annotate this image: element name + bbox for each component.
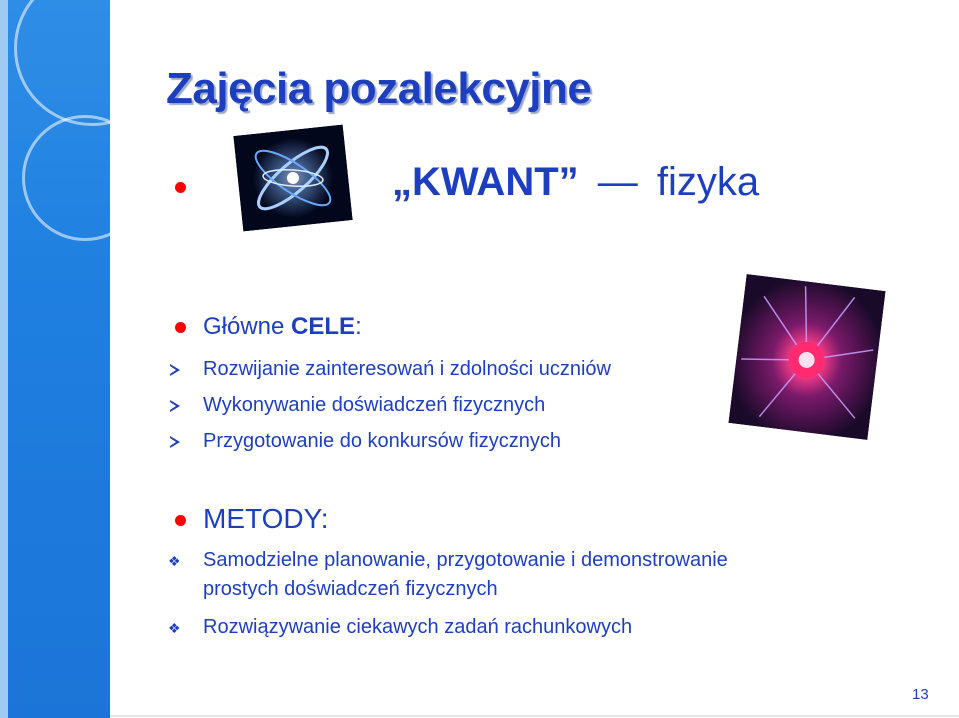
sidebar-ring bbox=[14, 0, 110, 126]
arrow-bullet-icon bbox=[170, 436, 180, 448]
goal-item: Przygotowanie do konkursów fizycznych bbox=[203, 430, 561, 452]
goals-heading-suffix: : bbox=[355, 313, 362, 340]
bullet-dot bbox=[175, 515, 186, 526]
bullet-dot bbox=[175, 322, 186, 333]
arrow-bullet-icon bbox=[170, 364, 180, 376]
goals-heading bbox=[203, 313, 362, 341]
arrow-bullet-icon bbox=[170, 400, 180, 412]
diamond-bullet-icon: ❖ bbox=[168, 553, 181, 569]
goal-item: Wykonywanie doświadczeń fizycznych bbox=[203, 394, 546, 416]
method-item-line: Rozwiązywanie ciekawych zadań rachunkowych bbox=[203, 616, 633, 638]
plasma-ball-image bbox=[728, 274, 885, 440]
page-number: 13 bbox=[912, 686, 929, 703]
atom-graphic bbox=[233, 125, 352, 232]
sidebar-ring bbox=[22, 115, 110, 241]
diamond-bullet-icon: ❖ bbox=[168, 620, 181, 636]
kwant-subject: fizyka bbox=[656, 160, 760, 204]
kwant-name: „KWANT” bbox=[392, 160, 579, 204]
sidebar-decoration bbox=[0, 0, 110, 718]
sidebar-strip bbox=[0, 0, 8, 718]
goals-heading-bold: CELE bbox=[291, 313, 356, 340]
method-item-line: prostych doświadczeń fizycznych bbox=[203, 578, 498, 600]
goal-item: Rozwijanie zainteresowań i zdolności uczniów bbox=[203, 358, 611, 380]
bottom-divider bbox=[110, 715, 959, 717]
slide-title: Zajęcia pozalekcyjne bbox=[166, 64, 592, 113]
atom-image bbox=[233, 125, 352, 232]
kwant-dash: — bbox=[597, 160, 638, 204]
method-item-line: Samodzielne planowanie, przygotowanie i demonstrowanie bbox=[203, 549, 728, 571]
goals-heading-prefix: Główne bbox=[203, 313, 292, 340]
methods-heading: METODY: bbox=[203, 503, 329, 534]
bullet-dot bbox=[175, 182, 186, 193]
kwant-heading bbox=[392, 160, 759, 205]
plasma-graphic bbox=[728, 274, 885, 440]
